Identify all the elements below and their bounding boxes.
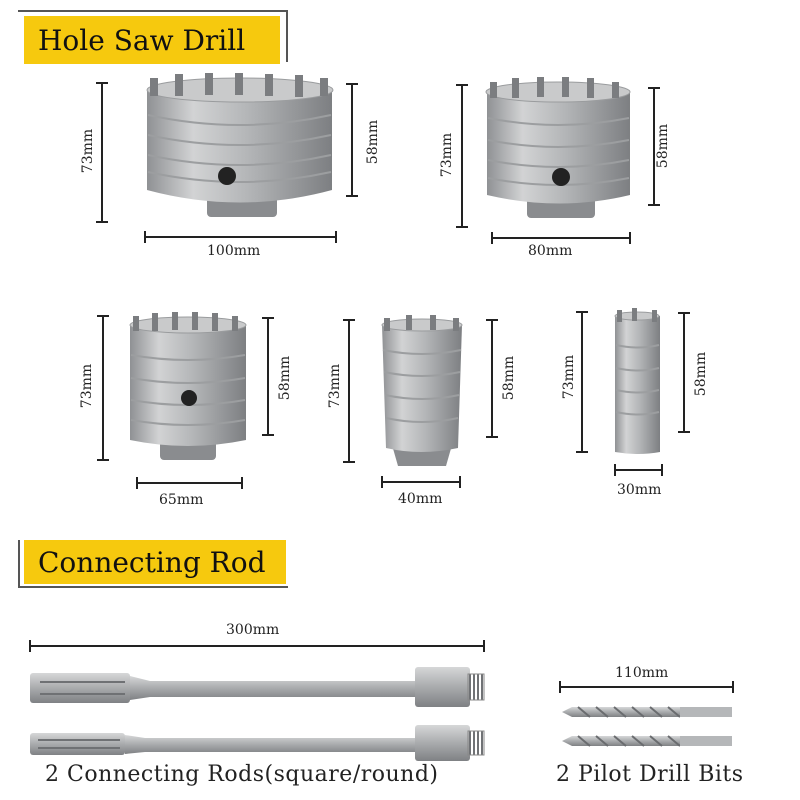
dim-300mm-lines	[30, 640, 484, 652]
body-label-65mm: 58mm	[277, 355, 293, 401]
connecting-rod-title: Connecting Rod	[38, 545, 266, 579]
hole-saw-title: Hole Saw Drill	[38, 23, 246, 57]
connecting-rod-square	[30, 667, 484, 707]
diameter-label-80mm: 80mm	[528, 243, 573, 259]
rod-length-label: 300mm	[226, 622, 280, 638]
diameter-label-30mm: 30mm	[617, 482, 662, 498]
connecting-rod-round	[30, 725, 484, 761]
body-label-40mm: 58mm	[501, 355, 517, 401]
body-label-100mm: 58mm	[365, 119, 381, 165]
rods-caption: 2 Connecting Rods(square/round)	[45, 762, 439, 787]
hole-saw-30mm	[615, 308, 660, 454]
height-label-100mm: 73mm	[80, 128, 96, 174]
hole-saw-40mm	[382, 315, 462, 466]
height-label-30mm: 73mm	[561, 354, 577, 400]
hole-saw-65mm	[130, 312, 246, 460]
hole-saw-80mm	[486, 77, 630, 218]
dim-110mm-lines	[560, 681, 733, 693]
pilot-drill-bit-1	[562, 707, 732, 717]
height-label-65mm: 73mm	[79, 363, 95, 409]
diameter-label-65mm: 65mm	[159, 492, 204, 508]
pilot-bit-length-label: 110mm	[615, 665, 669, 681]
diameter-label-100mm: 100mm	[207, 243, 261, 259]
pilot-drill-bit-2	[562, 736, 732, 746]
hole-saw-100mm	[147, 73, 333, 217]
height-label-40mm: 73mm	[327, 363, 343, 409]
diameter-label-40mm: 40mm	[398, 491, 443, 507]
height-label-80mm: 73mm	[439, 132, 455, 178]
pilot-bits-caption: 2 Pilot Drill Bits	[556, 762, 744, 787]
body-label-30mm: 58mm	[693, 351, 709, 397]
body-label-80mm: 58mm	[655, 123, 671, 169]
